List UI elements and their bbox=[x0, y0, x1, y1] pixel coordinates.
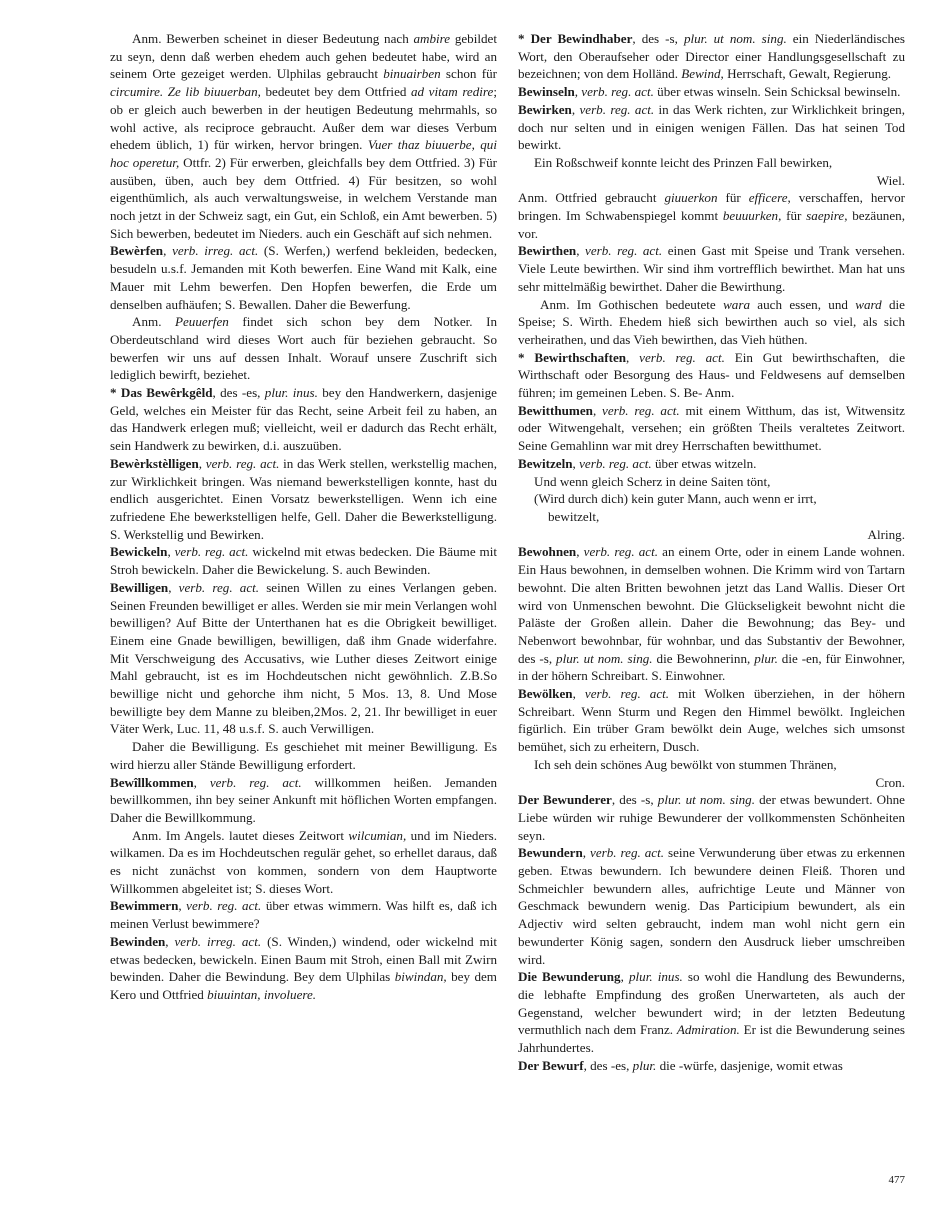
entry-bewitzeln: Bewitzeln, verb. reg. act. über etwas witzeln. bbox=[518, 455, 757, 471]
entry-bewerben-anm: Anm. Bewerben scheinet in dieser Bedeutung nach ambire gebildet zu seyn, denn daß werben ehedem auch gehen bedeutet habe, wird an seinem Orte gezeiget werden. Ulphilas gebraucht binuairben schon für circumire. Ze lib biuuerban, bedeutet bey dem Ottfried ad vitam redire; ob er gleich auch bewerben in der heutigen Bedeutung mehrmahls, so wohl active, als reciproce gebraucht. Außer dem war dieses Verbum ehedem üblich, 1) für wirken, hervor bringen. Vuer thaz biuuerbe, qui hoc operetur, Ottfr. 2) Für erwerben, gleichfalls bey dem Ottfried. 3) Für ausüben, üben, auch bey dem Ottfried. 4) Für besitzen, so wohl eigenthümlich, als auch verwaltungsweise, in welchem Verstande man noch jetzt in der Schweiz sagt, ein Gut, ein Schloß, ein Amt bewerben. 5) Sich bewerben, bedeutet im Nieders. auch ein Geschäft auf sich nehmen. bbox=[110, 31, 498, 241]
entry-bewinseln: Bewinseln, verb. reg. act. über etwas winseln. Sein Schicksal bewinseln. bbox=[518, 84, 901, 100]
verse-quote: (Wird durch dich) kein guter Mann, auch wenn er irrt, bbox=[534, 491, 817, 507]
entry-bewilligen: Bewilligen, verb. reg. act. seinen Willen zu eines Verlangen geben. Seinen Freunden bewilliget er alles. Werden sie mir mein Verlangen wohl bewilligen? Auf Bitte der Unterthanen hat es die Obrigkeit bewilliget. Einem eine Gnade bewilligen, bewilligen, daß ihm Gnade widerfahre. Mit Verschweigung des Accusativs, wie Luther dieses Zeitwort einige Mahl gebraucht, ist es im Hochdeutschen nicht gewöhnlich. Z.B.So bewillige nicht und gehorche ihm nicht, 5 Mos. 13, 8. Und Mose bewilligte bey dem Manne zu bleiben,2Mos. 2, 21. Ihr bewilliget in euer Väter Werk, Luc. 11, 48 u.s.f. S. auch Verwilligen. bbox=[110, 579, 498, 737]
entry-bewerkstelligen: Bewèrkstèlligen, verb. reg. act. in das Werk stellen, werkstellig machen, zur Wirklichkeit bringen. Was niemand bewerkstelligen konnte, hast du endlich ausgerichtet. Einen Vorsatz bewerkstelligen. Wenn ich eine zufriedene Ehe bewerkstelligen helfe, Gell. Daher die Bewerkstelligung. S. Werkstellig und Bewirken. bbox=[110, 455, 497, 542]
entry-bewirthen: Bewirthen, verb. reg. act. einen Gast mit Speise und Trank versehen. Viele Leute bewirthen. Wir sind ihm vortrefflich bewirthet. Man hat uns sehr mittelmäßig bewirthet. Daher die Bewirthung. bbox=[518, 243, 906, 294]
verse-quote: Ein Roßschweif konnte leicht des Prinzen Fall bewirken, bbox=[534, 154, 833, 170]
entry-bewirthschaften: * Bewirthschaften, verb. reg. act. Ein Gut bewirthschaften, die Wirthschaft oder Besorgung des Haus- und Feldwesens auf demselben führen; im gemeinen Leben. S. Be- Anm. bbox=[518, 349, 906, 401]
entry-bewirken-anm: Anm. Ottfried gebraucht giuuerkon für efficere, verschaffen, hervor bringen. Im Schwabenspiegel kommt beuuurken, für saepire, bezäunen, vor. bbox=[518, 190, 905, 241]
quote-source: Cron. bbox=[875, 774, 905, 790]
verse-quote: Ich seh dein schönes Aug bewölkt von stummen Thränen, bbox=[534, 756, 837, 772]
entry-bewurf: Der Bewurf, des -es, plur. die -würfe, dasjenige, womit etwas bbox=[518, 1057, 843, 1073]
entry-bewillkommen-anm: Anm. Im Angels. lautet dieses Zeitwort wilcumian, und im Nieders. wilkamen. Da es im Hochdeutschen regulär gehet, so erhellet daraus, daß es nicht zunächst von kommen, sondern von dem Hauptworte Willkommen abgeleitet ist; S. dieses Wort. bbox=[110, 827, 497, 896]
verse-quote: bewitzelt, bbox=[548, 508, 600, 524]
entry-bewimmern: Bewimmern, verb. reg. act. über etwas wimmern. Was hilft es, daß ich meinen Verlust bewimmere? bbox=[110, 898, 497, 932]
entry-bewindhaber: * Der Bewindhaber, des -s, plur. ut nom. sing. ein Niederländisches Wort, den Oberaufseher oder Director einer Handlungsgesellschaft zu bezeichnen; von dem Holländ. Bewind, Herrschaft, Gewalt, Regierung. bbox=[518, 31, 906, 82]
quote-source: Alring. bbox=[867, 526, 905, 542]
entry-bewilligung: Daher die Bewilligung. Es geschiehet mit meiner Bewilligung. Es wird hierzu aller Stände Bewilligung erfordert. bbox=[110, 739, 497, 772]
quote-source: Wiel. bbox=[876, 172, 905, 188]
page-number: 477 bbox=[888, 1174, 905, 1186]
left-column bbox=[110, 30, 497, 1004]
entry-bewunderung: Die Bewunderung, plur. inus. so wohl die Handlung des Bewunderns, die lebhafte Empfindung des großen Unerwarteten, als auch der Gegenstand, welcher bewundert wird; in der letzten Bedeutung vermuthlich nach dem Franz. Admiration. Er ist die Bewunderung seines Jahrhundertes. bbox=[518, 969, 906, 1056]
entry-bewirken: Bewirken, verb. reg. act. in das Werk richten, zur Wirklichkeit bringen, doch nur selten und in einigen wenigen Fällen. Das hat seinen Tod bewirkt. bbox=[518, 101, 906, 153]
entry-bewirthen-anm: Anm. Im Gothischen bedeutete wara auch essen, und ward die Speise; S. Wirth. Ehedem hieß sich bewirthen auch so viel, als sich verheirathen, und das Vieh bewirthen, das Vieh hüthen. bbox=[518, 296, 905, 347]
entry-bewerfen: Bewèrfen, verb. irreg. act. (S. Werfen,) werfend bekleiden, bedecken, besudeln u.s.f. Jemanden mit Koth bewerfen. Eine Wand mit Kalk, eine Mauer mit Lehm bewerfen. Den Hopfen bewerfen, die Erde um denselben aufhäufen; S. Bewallen. Daher die Bewerfung. bbox=[110, 243, 497, 312]
entry-bewoelken: Bewölken, verb. reg. act. mit Wolken überziehen, in der höhern Schreibart. Wenn Sturm und Regen den Himmel bewölkt. Ingleichen figürlich. Ein trüber Gram bewölkt dein Auge, welches sich umsonst bemühet, sich zu erheitern, Dusch. bbox=[518, 686, 906, 755]
entry-bewerkgeld: * Das Bewêrkgêld, des -es, plur. inus. bey den Handwerkern, dasjenige Geld, welches ein Meister für das Recht, seine Arbeit feil zu haben, an das Handwerk erlegen muß; vielleicht, weil er dadurch das Recht erhält, sein Handwerk zu bewirken, d.i. auszuüben. bbox=[110, 385, 497, 454]
entry-bewickeln: Bewickeln, verb. reg. act. wickelnd mit etwas bedecken. Die Bäume mit Stroh bewickeln. Daher die Bewickelung. S. auch Bewinden. bbox=[110, 544, 497, 578]
entry-bewerfen-anm: Anm. Peuuerfen findet sich schon bey dem Notker. In Oberdeutschland wird dieses Wort auch für beziehen gebraucht. So bewerfen wir uns auf dessen Inhalt. Worauf unsere Zuschrift sich lediglich bewirft, beziehet. bbox=[110, 314, 497, 383]
verse-quote: Und wenn gleich Scherz in deine Saiten tönt, bbox=[534, 473, 771, 489]
entry-bewundern: Bewundern, verb. reg. act. seine Verwunderung über etwas zu erkennen geben. Etwas bewundern. Ich bewundere deinen Fleiß. Thoren und Schmeichler bewundern alles, aufrichtige Leute und Männer von Geschmack bewundern wenig. Das Participium bewundert, als ein Adjectiv wird selten gebraucht, indem man wohl nicht gern ein bewunderter König sagen, sondern den Ausdruck lieber umschreiben wird. bbox=[518, 845, 906, 967]
entry-bewitthumen: Bewitthumen, verb. reg. act. mit einem Witthum, das ist, Witwensitz oder Witwengehalt, versehen; ein größten Theils veraltetes Zeitwort. Seine Gemahlinn war mit drey Herrschaften bewitthumet. bbox=[518, 402, 905, 454]
right-column bbox=[518, 30, 905, 1074]
entry-bewillkommen: Bewîllkommen, verb. reg. act. willkommen heißen. Jemanden bewillkommen, ihn bey seiner Ankunft mit höflichen Worten empfangen. Daher die Bewillkommung. bbox=[110, 774, 497, 825]
entry-bewohnen: Bewohnen, verb. reg. act. an einem Orte, oder in einem Lande wohnen. Ein Haus bewohnen, in demselben wohnen. Die Krimm wird von Tartarn bewohnt. Die alten Britten bewohnen jetzt das Land Wallis. Dieser Ort wird von Unmenschen bewohnt. Die Glückseligkeit bewohnt nicht die Paläste der Großen allein. Daher die Bewohnung; das Bey- und Nebenwort bewohnbar, für wohnbar, und das Substantiv der Bewohner, des -s, plur. ut nom. sing. die Bewohnerinn, plur. die -en, für Einwohner, in der höhern Schreibart. S. Einwohner. bbox=[518, 544, 906, 684]
entry-bewinden: Bewinden, verb. irreg. act. (S. Winden,) windend, oder wickelnd mit etwas bedecken, bewickeln. Einen Baum mit Stroh, einen Ball mit Zwirn bewinden. Daher die Bewindung. Bey dem Ulphilas biwindan, bey dem Kero und Ottfried biuuintan, involuere. bbox=[110, 933, 498, 1002]
entry-bewunderer: Der Bewunderer, des -s, plur. ut nom. sing. der etwas bewundert. Ohne Liebe würden wir ruhige Bewunderer der vollkommensten Schönheiten seyn. bbox=[518, 792, 905, 843]
